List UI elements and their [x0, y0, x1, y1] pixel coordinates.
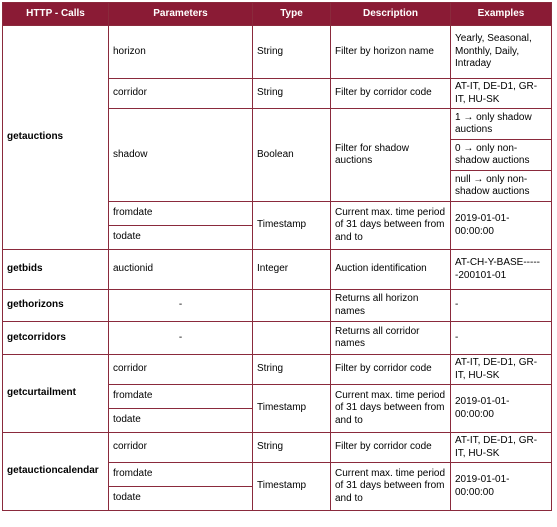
desc-corridor: Filter by corridor code: [331, 79, 451, 109]
param-corridor: corridor: [109, 355, 253, 385]
param-none: -: [109, 322, 253, 355]
call-getauctions: getauctions: [3, 26, 109, 250]
header-parameters: Parameters: [109, 3, 253, 26]
table-row: [3, 290, 552, 322]
param-todate: todate: [109, 487, 253, 511]
example-shadow-null: null → only non-shadow auctions: [451, 171, 552, 202]
desc-time-period: Current max. time period of 31 days between from and to: [331, 202, 451, 250]
param-auctionid: auctionid: [109, 250, 253, 290]
param-todate: todate: [109, 409, 253, 433]
example-auctionid: AT-CH-Y-BASE------200101-01: [451, 250, 552, 290]
header-examples: Examples: [451, 3, 552, 26]
param-shadow: shadow: [109, 109, 253, 202]
type-auctionid: Integer: [253, 250, 331, 290]
example-shadow-0: 0 → only non-shadow auctions: [451, 140, 552, 171]
type-corridor: String: [253, 79, 331, 109]
type-empty: [253, 322, 331, 355]
type-horizon: String: [253, 26, 331, 79]
param-fromdate: fromdate: [109, 463, 253, 487]
param-fromdate: fromdate: [109, 385, 253, 409]
example-none: -: [451, 290, 552, 322]
param-horizon: horizon: [109, 26, 253, 79]
type-timestamp: Timestamp: [253, 202, 331, 250]
param-corridor: corridor: [109, 79, 253, 109]
example-horizon: Yearly, Seasonal, Monthly, Daily, Intraday: [451, 26, 552, 79]
desc-horizon-names: Returns all horizon names: [331, 290, 451, 322]
api-calls-table: [2, 2, 552, 511]
example-none: -: [451, 322, 552, 355]
example-timestamp: 2019-01-01-00:00:00: [451, 463, 552, 511]
call-getbids: getbids: [3, 250, 109, 290]
desc-corridor: Filter by corridor code: [331, 433, 451, 463]
desc-time-period: Current max. time period of 31 days between from and to: [331, 463, 451, 511]
table-row: [3, 26, 552, 79]
type-corridor: String: [253, 355, 331, 385]
table-row: [3, 433, 552, 463]
desc-horizon: Filter by horizon name: [331, 26, 451, 79]
call-getauctioncalendar: getauctioncalendar: [3, 433, 109, 511]
example-shadow-1: 1 → only shadow auctions: [451, 109, 552, 140]
table-row: [3, 322, 552, 355]
call-getcurtailment: getcurtailment: [3, 355, 109, 433]
desc-shadow: Filter for shadow auctions: [331, 109, 451, 202]
type-shadow: Boolean: [253, 109, 331, 202]
param-none: -: [109, 290, 253, 322]
desc-corridor: Filter by corridor code: [331, 355, 451, 385]
param-fromdate: fromdate: [109, 202, 253, 226]
call-gethorizons: gethorizons: [3, 290, 109, 322]
example-timestamp: 2019-01-01-00:00:00: [451, 385, 552, 433]
example-corridor: AT-IT, DE-D1, GR-IT, HU-SK: [451, 433, 552, 463]
header-http-calls: HTTP - Calls: [3, 3, 109, 26]
desc-auctionid: Auction identification: [331, 250, 451, 290]
call-getcorridors: getcorridors: [3, 322, 109, 355]
type-empty: [253, 290, 331, 322]
table-row: [3, 250, 552, 290]
param-corridor: corridor: [109, 433, 253, 463]
example-timestamp: 2019-01-01-00:00:00: [451, 202, 552, 250]
header-description: Description: [331, 3, 451, 26]
example-corridor: AT-IT, DE-D1, GR-IT, HU-SK: [451, 79, 552, 109]
type-corridor: String: [253, 433, 331, 463]
example-corridor: AT-IT, DE-D1, GR-IT, HU-SK: [451, 355, 552, 385]
type-timestamp: Timestamp: [253, 463, 331, 511]
table-row: [3, 355, 552, 385]
header-type: Type: [253, 3, 331, 26]
header-row: [3, 3, 552, 26]
type-timestamp: Timestamp: [253, 385, 331, 433]
desc-time-period: Current max. time period of 31 days between from and to: [331, 385, 451, 433]
desc-corridor-names: Returns all corridor names: [331, 322, 451, 355]
param-todate: todate: [109, 226, 253, 250]
